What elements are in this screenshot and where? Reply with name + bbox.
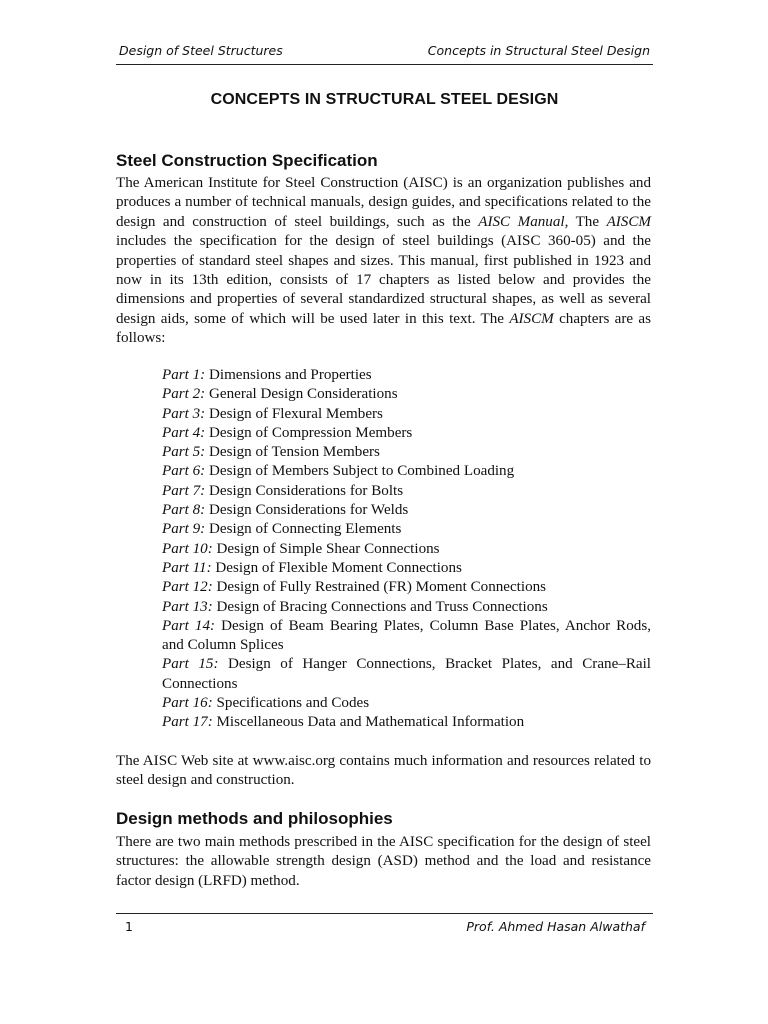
part-label: Part 13: xyxy=(162,598,213,615)
part-title: Design of Connecting Elements xyxy=(208,521,402,538)
document-title: CONCEPTS IN STRUCTURAL STEEL DESIGN xyxy=(210,91,559,108)
part-list-item xyxy=(162,501,651,520)
intro-italic-aisc-manual: AISC Manual, xyxy=(478,213,569,230)
part-title: Design of Members Subject to Combined Loading xyxy=(208,463,515,480)
intro-text-4: chapters are as follows: xyxy=(116,310,651,347)
section-heading-specification: Steel Construction Specification xyxy=(116,151,378,170)
part-label: Part 2: xyxy=(162,386,206,403)
part-title: Dimensions and Properties xyxy=(208,367,372,383)
part-list-item xyxy=(162,655,651,694)
part-label: Part 3: xyxy=(162,405,206,422)
part-title: Design of Bracing Connections and Truss Connections xyxy=(216,598,548,615)
part-label: Part 17: xyxy=(162,714,213,731)
part-title: Miscellaneous Data and Mathematical Information xyxy=(216,714,525,731)
part-title: Design of Flexible Moment Connections xyxy=(215,559,462,576)
intro-text-2: The xyxy=(568,213,607,230)
page-number: 1 xyxy=(125,919,133,934)
part-label: Part 7: xyxy=(162,482,206,499)
part-title: Design of Flexural Members xyxy=(208,405,383,422)
design-methods-paragraph: There are two main methods prescribed in the AISC specification for the design of steel structures: the allowable strength design (ASD) method and the load and resistance factor design (LRFD) method. xyxy=(116,834,651,889)
part-list-item xyxy=(162,443,651,462)
part-list-item xyxy=(162,559,651,578)
intro-italic-aiscm-1: AISCM xyxy=(606,213,651,230)
part-title: General Design Considerations xyxy=(208,386,398,403)
aiscm-parts-list xyxy=(162,366,651,733)
intro-text-1: The American Institute for Steel Construction (AISC) is an organization publishes and produces a number of technical manuals, design guides, and specifications related to the design and construction of steel buildings, such as the xyxy=(116,175,651,230)
part-title: Design of Fully Restrained (FR) Moment Connections xyxy=(216,579,547,596)
part-list-item xyxy=(162,540,651,559)
header-chapter-title: Concepts in Structural Steel Design xyxy=(427,43,650,58)
intro-italic-aiscm-2: AISCM xyxy=(509,310,554,327)
part-list-item xyxy=(162,482,651,501)
header-book-title: Design of Steel Structures xyxy=(119,43,283,58)
part-label: Part 1: xyxy=(162,367,206,383)
part-list-item xyxy=(162,617,651,656)
part-label: Part 11: xyxy=(162,559,212,576)
part-title: Design of Hanger Connections, Bracket Plates, and Crane–Rail Connections xyxy=(162,656,651,692)
intro-text-3: includes the specification for the design of steel buildings (AISC 360-05) and the properties of standard steel shapes and sizes. This manual, first published in 1923 and now in its 13th edition, consists of 17 chapters as listed below and provides the dimensions and properties of several standardized structural shapes, as well as several design aids, some of which will be used later in this text. The xyxy=(116,233,651,327)
website-paragraph: The AISC Web site at www.aisc.org contains much information and resources related to steel design and construction. xyxy=(116,753,651,789)
part-title: Design Considerations for Bolts xyxy=(208,482,404,499)
part-label: Part 14: xyxy=(162,617,216,634)
part-list-item xyxy=(162,598,651,617)
part-list-item xyxy=(162,385,651,404)
footer-author: Prof. Ahmed Hasan Alwathaf xyxy=(466,919,645,934)
part-list-item xyxy=(162,462,651,481)
intro-paragraph xyxy=(116,174,651,349)
part-title: Design of Beam Bearing Plates, Column Base Plates, Anchor Rods, and Column Splices xyxy=(162,617,651,654)
part-list-item xyxy=(162,694,651,713)
page-footer xyxy=(116,913,653,936)
part-label: Part 5: xyxy=(162,444,206,461)
part-label: Part 15: xyxy=(162,656,219,673)
part-label: Part 6: xyxy=(162,463,206,480)
section-heading-design-methods: Design methods and philosophies xyxy=(116,809,393,828)
part-title: Design of Simple Shear Connections xyxy=(216,540,440,557)
part-label: Part 9: xyxy=(162,521,206,538)
part-title: Design of Compression Members xyxy=(208,424,413,441)
part-label: Part 10: xyxy=(162,540,213,557)
part-label: Part 4: xyxy=(162,424,206,441)
part-label: Part 12: xyxy=(162,579,213,596)
page-header xyxy=(116,42,653,65)
part-list-item xyxy=(162,520,651,539)
part-list-item xyxy=(162,578,651,597)
part-title: Design of Tension Members xyxy=(208,444,380,461)
part-list-item xyxy=(162,366,651,385)
part-title: Specifications and Codes xyxy=(216,695,370,712)
part-label: Part 8: xyxy=(162,502,206,519)
part-list-item xyxy=(162,713,651,732)
part-title: Design Considerations for Welds xyxy=(208,502,409,519)
part-list-item xyxy=(162,405,651,424)
part-label: Part 16: xyxy=(162,695,213,712)
part-list-item xyxy=(162,424,651,443)
